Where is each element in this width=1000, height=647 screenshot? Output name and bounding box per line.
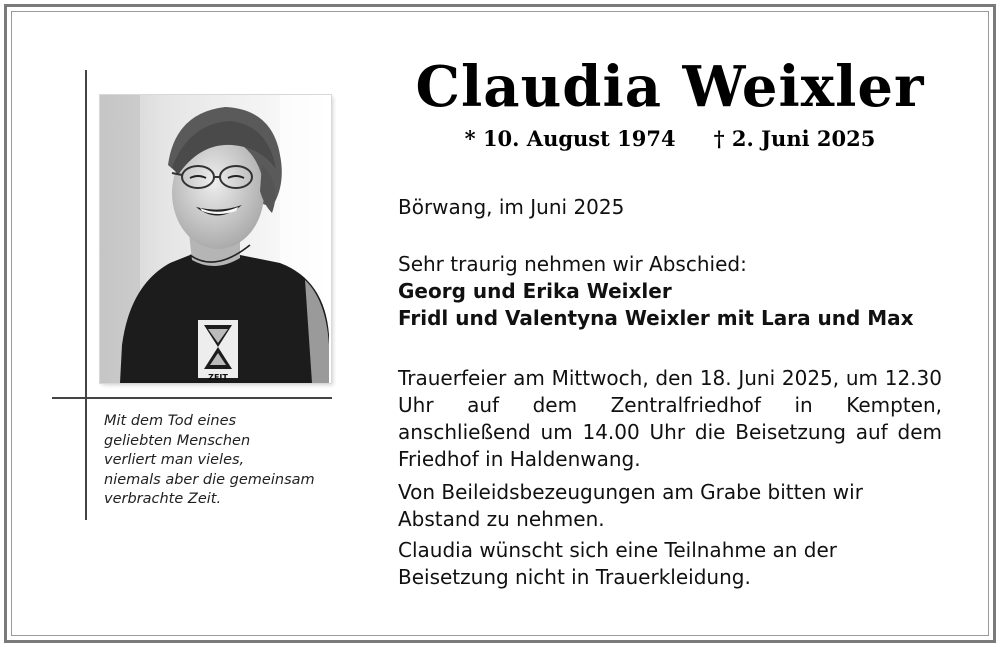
mourners-block <box>398 251 942 332</box>
horizontal-rule <box>52 397 332 399</box>
wish-paragraph <box>398 537 942 591</box>
condolence-line: Von Beileidsbezeugungen am Grabe bitten wir <box>398 480 863 504</box>
quote-line: verliert man vieles, <box>104 452 245 468</box>
death-date: † 2. Juni 2025 <box>713 126 876 151</box>
memorial-quote <box>104 412 354 510</box>
mourner-line: Georg und Erika Weixler <box>398 279 672 303</box>
place-date: Börwang, im Juni 2025 <box>398 195 625 219</box>
portrait-photo <box>100 95 331 383</box>
quote-line: Mit dem Tod eines <box>104 413 237 429</box>
condolence-line: Abstand zu nehmen. <box>398 507 605 531</box>
birth-date: * 10. August 1974 <box>464 126 676 151</box>
life-dates <box>400 125 940 153</box>
ceremony-paragraph: Trauerfeier am Mittwoch, den 18. Juni 2025, um 12.30 Uhr auf dem Zentralfriedhof in Kempten, anschließend um 14.00 Uhr die Beisetzung auf dem Friedhof in Haldenwang. <box>398 366 942 471</box>
quote-line: niemals aber die gemeinsam <box>104 471 315 488</box>
wish-line: Claudia wünscht sich eine Teilnahme an der <box>398 538 838 562</box>
condolence-paragraph <box>398 479 942 533</box>
wish-line: Beisetzung nicht in Trauerkleidung. <box>398 565 751 589</box>
shirt-label: ZEIT <box>208 373 228 382</box>
quote-line: geliebten Menschen <box>104 432 251 449</box>
vertical-rule <box>85 70 87 520</box>
quote-line: verbrachte Zeit. <box>104 491 222 507</box>
mourner-line: Fridl und Valentyna Weixler mit Lara und Max <box>398 306 914 330</box>
deceased-name: Claudia Weixler <box>415 54 925 120</box>
intro-text: Sehr traurig nehmen wir Abschied: <box>398 252 747 276</box>
